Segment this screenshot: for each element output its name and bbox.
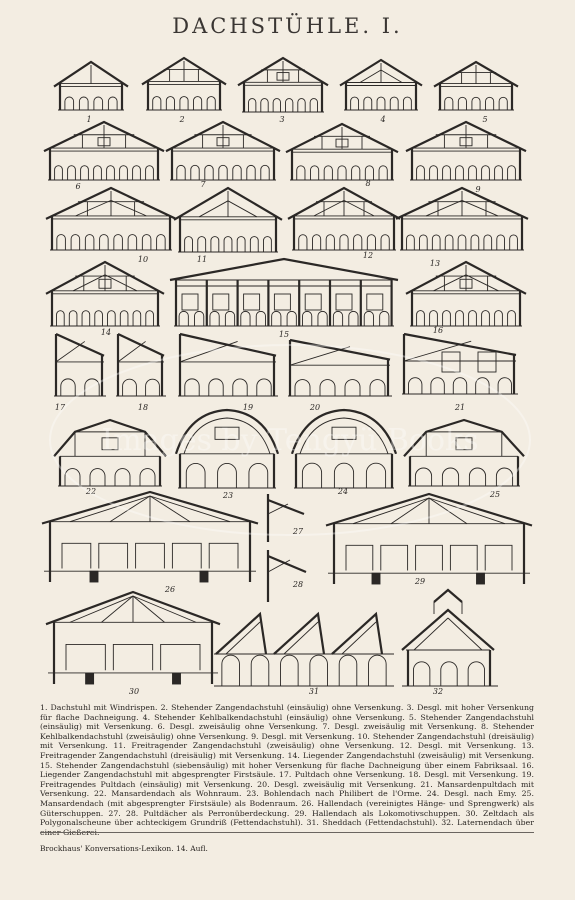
truss-24 (292, 410, 396, 488)
truss-6 (44, 122, 164, 180)
figure-number: 22 (85, 487, 97, 496)
figure-number: 3 (279, 115, 285, 124)
truss-1 (54, 62, 128, 110)
truss-22 (54, 420, 166, 486)
figure-number: 28 (292, 580, 304, 589)
truss-15 (170, 259, 398, 326)
truss-16 (406, 262, 526, 326)
illustration-plate (42, 42, 534, 696)
truss-23 (176, 410, 278, 488)
figure-number: 25 (489, 490, 501, 499)
figure-number: 24 (337, 487, 349, 496)
figure-number: 10 (137, 255, 149, 264)
figure-number: 29 (414, 577, 426, 586)
publisher-footer: Brockhaus' Konversations-Lexikon. 14. Aufl. (40, 844, 208, 853)
truss-29 (326, 494, 532, 584)
truss-7 (166, 122, 280, 180)
figure-number: 13 (429, 259, 441, 268)
truss-9 (406, 122, 526, 180)
figure-number: 32 (432, 687, 444, 696)
figure-number: 19 (242, 403, 254, 412)
figure-number: 12 (362, 251, 374, 260)
footer-rule (40, 832, 534, 833)
truss-32 (402, 590, 498, 686)
truss-2 (142, 58, 226, 110)
truss-30 (46, 592, 220, 684)
truss-31 (214, 614, 394, 686)
figure-number: 26 (164, 585, 176, 594)
truss-5 (434, 62, 518, 110)
truss-26 (42, 492, 258, 582)
figure-number: 1 (86, 115, 92, 124)
truss-12 (288, 188, 400, 250)
figure-number: 23 (222, 491, 234, 500)
figure-number: 9 (475, 185, 481, 194)
figure-number: 27 (292, 527, 304, 536)
truss-19 (178, 334, 278, 396)
truss-11 (174, 188, 282, 252)
truss-4 (340, 60, 422, 110)
truss-8 (286, 124, 398, 180)
truss-21 (402, 334, 518, 394)
truss-25 (404, 420, 524, 486)
watermark-text: Images by Tengyü Books (101, 423, 479, 458)
figure-number: 6 (75, 182, 81, 191)
truss-18 (116, 334, 166, 396)
truss-20 (288, 340, 392, 396)
truss-13 (396, 188, 528, 250)
figure-number: 15 (278, 330, 290, 339)
figure-number: 21 (454, 403, 466, 412)
truss-17 (54, 334, 106, 396)
figure-number: 20 (309, 403, 321, 412)
figure-number: 14 (100, 328, 112, 337)
figure-caption: 1. Dachstuhl mit Windrispen. 2. Stehender Zangendachstuhl (einsäulig) ohne Versenkung. 3. Desgl. mit hoher Versenkung für flache Dachneigung. 4. Stehender Kehlbalkendachstuhl (einsäulig) ohne Versenkung. 5. Stehender Zangendachstuhl (einsäulig) mit Versenkung. 6. Desgl. zweisäulig ohne Versenkung. 7. Desgl. zweisäulig mit Versenkung. 8. Stehender Kehlbalkendachstuhl (zweisäulig) ohne Versenkung. 9. Desgl. mit Versenkung. 10. Stehender Zangendachstuhl (dreisäulig) mit Versenkung. 11. Freitragender Zangendachstuhl (zweisäulig) ohne Versenkung. 12. Desgl. mit Versenkung. 13. Freitragender Zangendachstuhl (dreisäulig) mit Versenkung. 14. Liegender Zangendachstuhl (zweisäulig) mit Versenkung. 15. Stehender Zangendachstuhl (siebensäulig) mit hoher Versenkung für flache Dachneigung über einem Fabriksaal. 16. Liegender Zangendachstuhl mit abgesprengter Firstsäule. 17. Pultdach ohne Versenkung. 18. Desgl. mit Versenkung. 19. Freitragendes Pultdach (einsäulig) mit Versenkung. 20. Desgl. zweisäulig mit Versenkung. 21. Mansardenpultdach mit Versenkung. 22. Mansardendach als Wohnraum. 23. Bohlendach nach Philibert de l'Orme. 24. Desgl. nach Emy. 25. Mansardendach (mit abgesprengter Firstsäule) als Bodenraum. 26. Hallendach (vereinigtes Hänge- und Sprengwerk) als Güterschuppen. 27. 28. Pultdächer als Perronüberdeckung. 29. Hallendach als Lokomotivschuppen. 30. Zeltdach als Polygonalscheune über achteckigem Grundriß (Fettendachstuhl). 31. Sheddach (Fettendachstuhl). 32. Laternendach über einer Gießerei. (40, 703, 534, 837)
figure-number: 8 (365, 179, 371, 188)
figure-number: 7 (200, 180, 206, 189)
figure-number: 2 (179, 115, 185, 124)
figure-number: 16 (432, 326, 444, 335)
figure-number: 11 (196, 255, 208, 264)
figure-number: 17 (54, 403, 66, 412)
roof-truss-drawings (42, 42, 534, 696)
figure-number: 18 (137, 403, 149, 412)
truss-14 (46, 262, 164, 326)
truss-3 (238, 58, 328, 112)
truss-28 (268, 550, 306, 602)
figure-number: 30 (128, 687, 140, 696)
plate-title: DACHSTÜHLE. I. (172, 14, 403, 38)
truss-10 (46, 188, 176, 250)
figure-number: 31 (308, 687, 320, 696)
figure-number: 5 (482, 115, 488, 124)
figure-number: 4 (380, 115, 386, 124)
